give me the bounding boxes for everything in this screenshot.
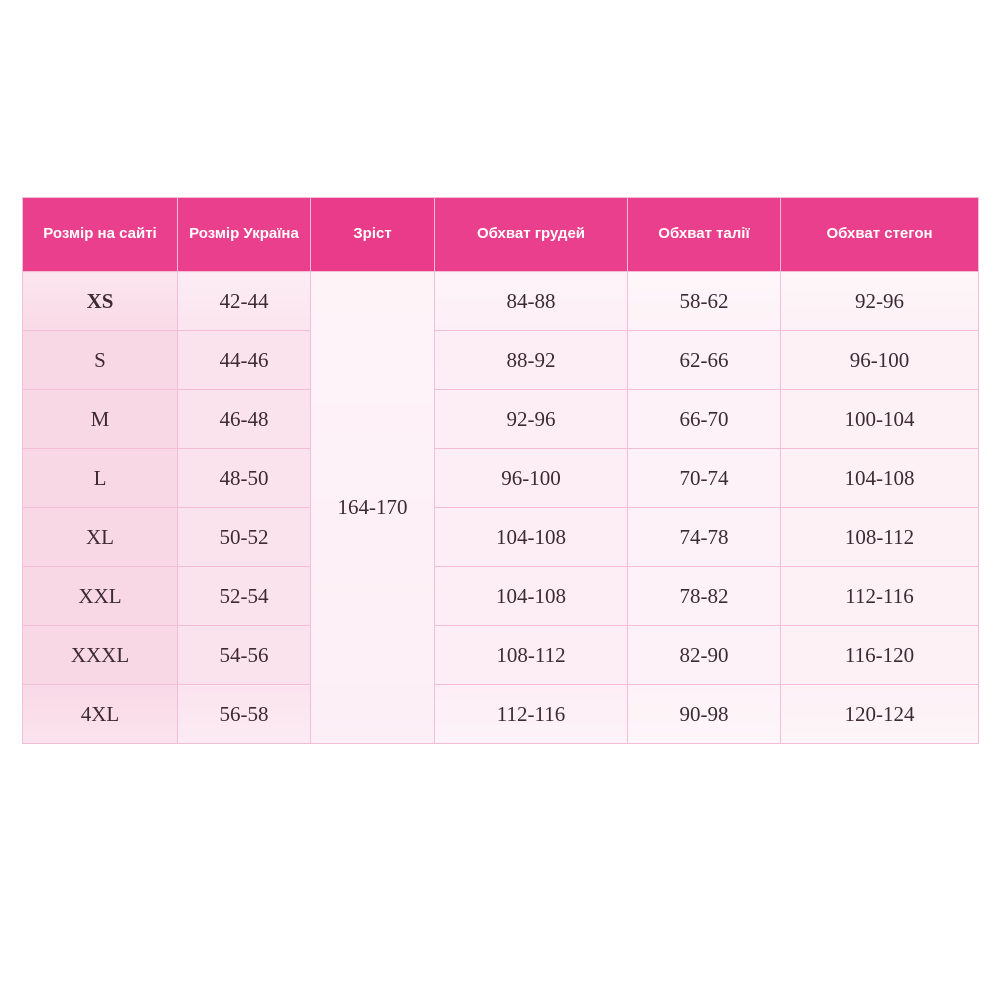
cell-hips: 104-108 bbox=[781, 449, 979, 508]
cell-waist: 70-74 bbox=[628, 449, 781, 508]
cell-waist: 74-78 bbox=[628, 508, 781, 567]
cell-ukraine-size: 46-48 bbox=[178, 390, 311, 449]
cell-chest: 108-112 bbox=[435, 626, 628, 685]
cell-waist: 58-62 bbox=[628, 272, 781, 331]
cell-hips: 100-104 bbox=[781, 390, 979, 449]
column-header-site-size: Розмір на сайті bbox=[23, 198, 178, 272]
column-header-waist: Обхват талії bbox=[628, 198, 781, 272]
cell-hips: 116-120 bbox=[781, 626, 979, 685]
column-header-height: Зріст bbox=[311, 198, 435, 272]
cell-site-size: XL bbox=[23, 508, 178, 567]
cell-ukraine-size: 54-56 bbox=[178, 626, 311, 685]
size-table bbox=[22, 197, 979, 744]
cell-chest: 88-92 bbox=[435, 331, 628, 390]
cell-chest: 104-108 bbox=[435, 567, 628, 626]
cell-site-size: XXL bbox=[23, 567, 178, 626]
column-header-hips: Обхват стегон bbox=[781, 198, 979, 272]
cell-site-size: 4XL bbox=[23, 685, 178, 744]
cell-site-size: XXXL bbox=[23, 626, 178, 685]
table-row bbox=[23, 272, 979, 331]
cell-hips: 108-112 bbox=[781, 508, 979, 567]
table-row bbox=[23, 567, 979, 626]
cell-ukraine-size: 48-50 bbox=[178, 449, 311, 508]
cell-waist: 66-70 bbox=[628, 390, 781, 449]
cell-hips: 96-100 bbox=[781, 331, 979, 390]
cell-chest: 92-96 bbox=[435, 390, 628, 449]
cell-ukraine-size: 42-44 bbox=[178, 272, 311, 331]
cell-waist: 78-82 bbox=[628, 567, 781, 626]
size-table-container bbox=[22, 197, 978, 744]
cell-hips: 92-96 bbox=[781, 272, 979, 331]
table-row bbox=[23, 626, 979, 685]
table-row bbox=[23, 331, 979, 390]
table-row bbox=[23, 390, 979, 449]
cell-site-size: XS bbox=[23, 272, 178, 331]
cell-waist: 62-66 bbox=[628, 331, 781, 390]
cell-site-size: M bbox=[23, 390, 178, 449]
table-body bbox=[23, 272, 979, 744]
column-header-chest: Обхват грудей bbox=[435, 198, 628, 272]
table-row bbox=[23, 685, 979, 744]
cell-hips: 120-124 bbox=[781, 685, 979, 744]
cell-chest: 84-88 bbox=[435, 272, 628, 331]
cell-waist: 82-90 bbox=[628, 626, 781, 685]
table-header bbox=[23, 198, 979, 272]
table-header-row bbox=[23, 198, 979, 272]
column-header-ukraine-size: Розмір Україна bbox=[178, 198, 311, 272]
table-row bbox=[23, 508, 979, 567]
table-row bbox=[23, 449, 979, 508]
cell-site-size: S bbox=[23, 331, 178, 390]
cell-site-size: L bbox=[23, 449, 178, 508]
cell-chest: 96-100 bbox=[435, 449, 628, 508]
cell-chest: 112-116 bbox=[435, 685, 628, 744]
cell-height: 164-170 bbox=[311, 272, 435, 744]
cell-ukraine-size: 44-46 bbox=[178, 331, 311, 390]
cell-waist: 90-98 bbox=[628, 685, 781, 744]
cell-ukraine-size: 52-54 bbox=[178, 567, 311, 626]
cell-hips: 112-116 bbox=[781, 567, 979, 626]
cell-ukraine-size: 50-52 bbox=[178, 508, 311, 567]
cell-chest: 104-108 bbox=[435, 508, 628, 567]
cell-ukraine-size: 56-58 bbox=[178, 685, 311, 744]
